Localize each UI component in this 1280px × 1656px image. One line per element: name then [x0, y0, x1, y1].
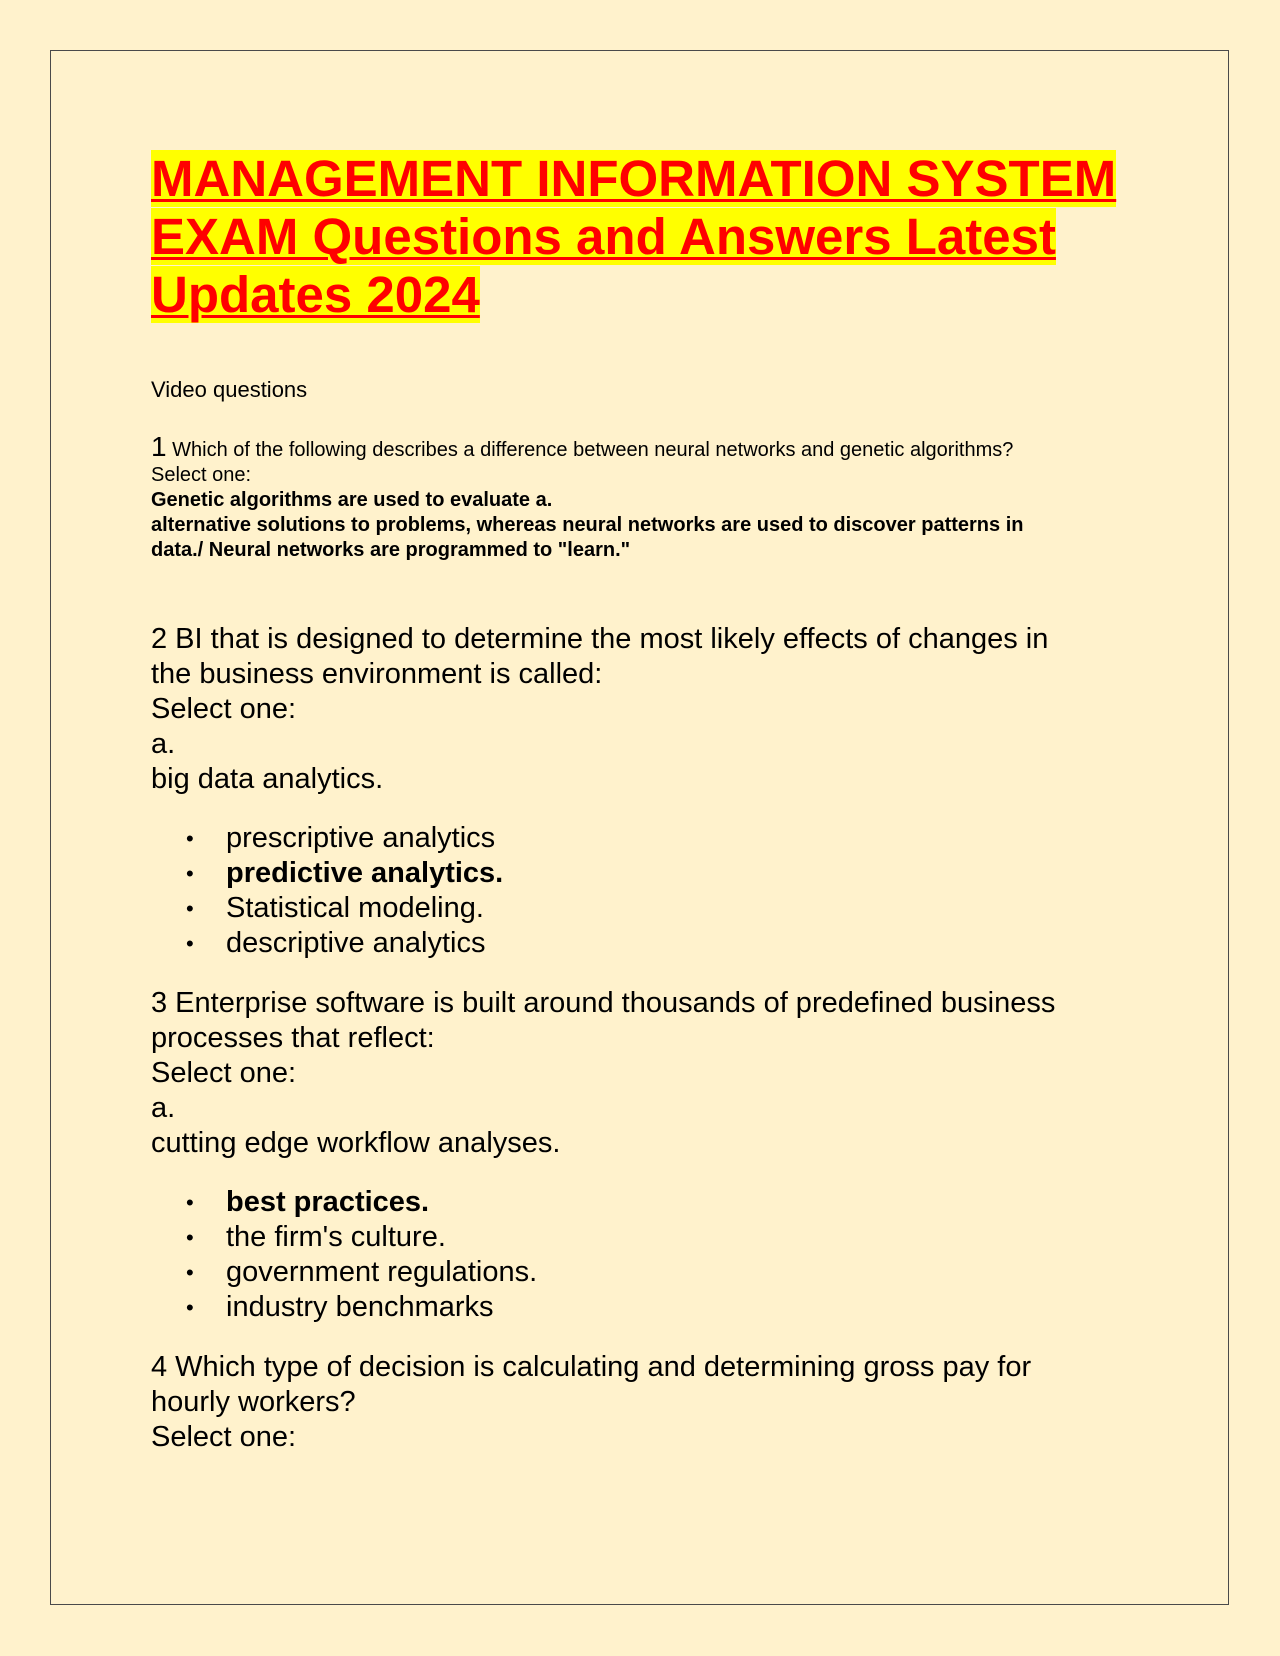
question-1-answer-line-2: alternative solutions to problems, whereas neural networks are used to discover patterns in	[151, 514, 1024, 536]
question-1-text: Which of the following describes a difference between neural networks and genetic algorithms?	[172, 439, 1014, 461]
question-4-select: Select one:	[151, 1421, 297, 1453]
question-3-option-text: best practices.	[226, 1186, 430, 1218]
question-2-options	[151, 821, 1131, 961]
question-4-text-line-2: hourly workers?	[151, 1386, 356, 1418]
bullet-icon: •	[186, 1225, 194, 1250]
question-1	[151, 431, 1131, 563]
question-3-option-correct	[186, 1185, 1131, 1220]
question-2-option-text: Statistical modeling.	[226, 892, 484, 924]
title-line-1: MANAGEMENT INFORMATION SYSTEM	[151, 150, 1117, 207]
bullet-icon: •	[186, 1295, 194, 1320]
question-2-option-a-letter: a.	[151, 728, 176, 760]
question-2	[151, 622, 1131, 961]
question-3-option-a-text: cutting edge workflow analyses.	[151, 1127, 561, 1159]
question-3-option	[186, 1255, 1131, 1290]
bullet-icon: •	[186, 861, 194, 886]
question-3-option-text: industry benchmarks	[226, 1291, 494, 1323]
question-3-text-line-2: processes that reflect:	[151, 1022, 435, 1054]
bullet-icon: •	[186, 896, 194, 921]
bullet-icon: •	[186, 931, 194, 956]
question-3-option-text: government regulations.	[226, 1256, 538, 1288]
bullet-icon: •	[186, 1260, 194, 1285]
question-2-option	[186, 821, 1131, 856]
question-2-text-line-1: 2 BI that is designed to determine the most likely effects of changes in	[151, 623, 1049, 655]
bullet-icon: •	[186, 1190, 194, 1215]
question-2-option-text: predictive analytics.	[226, 857, 504, 889]
document-title	[151, 150, 1131, 324]
question-3-option-text: the firm's culture.	[226, 1221, 446, 1253]
question-1-answer-line-3: data./ Neural networks are programmed to "learn."	[151, 539, 631, 561]
document-body	[151, 150, 1131, 1453]
question-3-option	[186, 1220, 1131, 1255]
question-2-option-text: descriptive analytics	[226, 927, 486, 959]
question-3-option-a-letter: a.	[151, 1092, 176, 1124]
question-2-option	[186, 926, 1131, 961]
question-4-text-line-1: 4 Which type of decision is calculating and determining gross pay for	[151, 1351, 1032, 1383]
title-line-3: Updates 2024	[151, 266, 480, 323]
section-label: Video questions	[151, 377, 308, 402]
question-2-option-correct	[186, 856, 1131, 891]
question-2-text-line-2: the business environment is called:	[151, 658, 603, 690]
question-1-number: 1	[151, 431, 167, 462]
bullet-icon: •	[186, 826, 194, 851]
question-3-text-line-1: 3 Enterprise software is built around thousands of predefined business	[151, 987, 1056, 1019]
question-2-option	[186, 891, 1131, 926]
question-2-select: Select one:	[151, 693, 297, 725]
question-3	[151, 986, 1131, 1325]
question-1-select: Select one:	[151, 464, 252, 486]
question-2-option-text: prescriptive analytics	[226, 822, 496, 854]
question-1-answer-line-1: Genetic algorithms are used to evaluate a.	[151, 489, 553, 511]
question-3-options	[151, 1185, 1131, 1325]
question-4	[151, 1350, 1131, 1455]
question-3-option	[186, 1290, 1131, 1325]
question-3-select: Select one:	[151, 1057, 297, 1089]
question-2-option-a-text: big data analytics.	[151, 763, 384, 795]
title-line-2: EXAM Questions and Answers Latest	[151, 208, 1056, 265]
